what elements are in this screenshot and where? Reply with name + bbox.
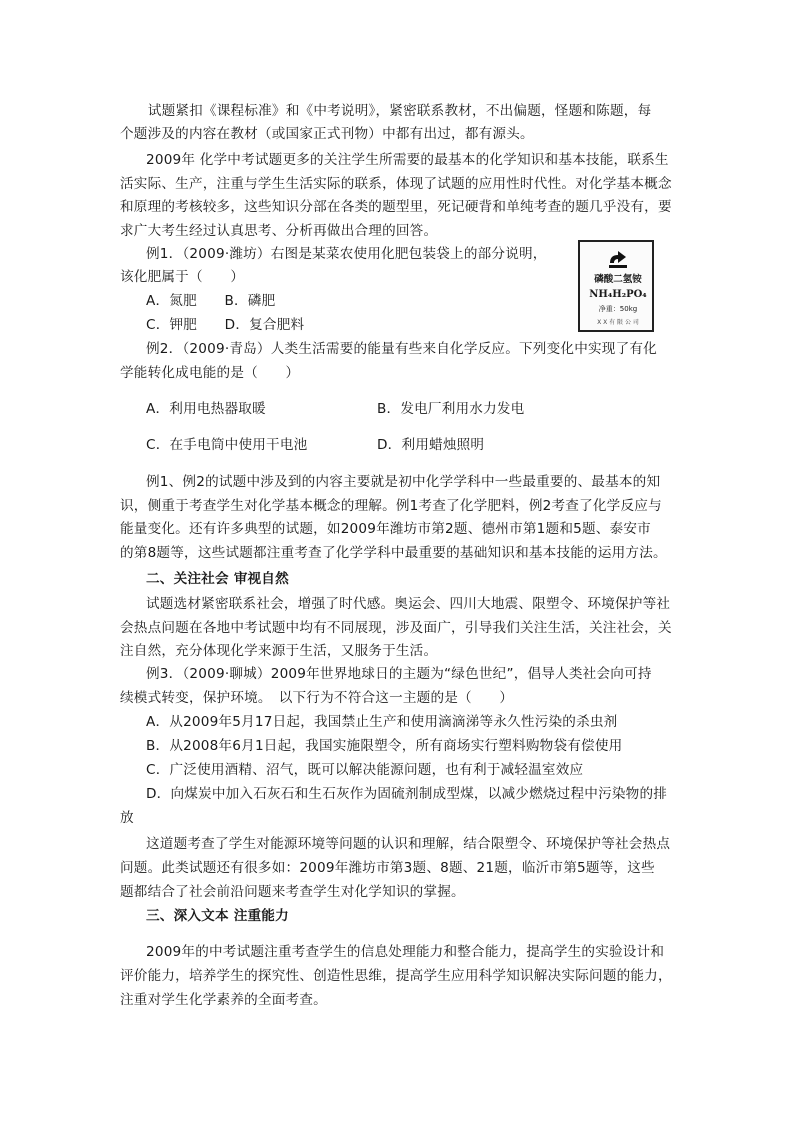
society-line-2: 会热点问题在各地中考试题中均有不同展现，涉及面广，引导我们关注生活，关注社会，关 (120, 620, 672, 636)
section-heading-2: 二、关注社会 审视自然 (146, 571, 289, 587)
comment-line-1: 这道题考查了学生对能源环境等问题的认识和理解，结合限塑令、环境保护等社会热点 (146, 836, 671, 852)
example-3-option-d-cont: 放 (120, 810, 134, 826)
example-1-options-cd: C．钾肥 D．复合肥料 (146, 317, 305, 333)
example-3-question: 例3．（2009·聊城）2009年世界地球日的主题为“绿色世纪”，倡导人类社会向可持 (146, 666, 652, 682)
section-heading-3: 三、深入文本 注重能力 (146, 908, 289, 924)
analysis-line-3: 能量变化。还有许多典型的试题，如2009年潍坊市第2题、德州市第1题和5题、泰安市 (120, 521, 651, 537)
example-1-question-cont: 该化肥属于（ ） (120, 269, 245, 285)
ability-line-2: 评价能力，培养学生的探究性、创造性思维，提高学生应用科学知识解决实际问题的能力， (120, 968, 672, 984)
analysis-line-2: 识，侧重于考查学生对化学基本概念的理解。例1考查了化学肥料，例2考查了化学反应与 (120, 498, 662, 514)
society-line-1: 试题选材紧密联系社会，增强了时代感。奥运会、四川大地震、限塑令、环境保护等社 (146, 596, 671, 612)
example-1-options-ab: A．氮肥 B．磷肥 (146, 293, 276, 309)
para-2009-line-3: 和原理的考核较多，这些知识分部在各类的题型里，死记硬背和单纯考查的题几乎没有，要 (120, 199, 672, 215)
example-2-option-d: D．利用蜡烛照明 (377, 437, 485, 453)
example-3-option-b: B．从2008年6月1日起，我国实施限塑令，所有商场实行塑料购物袋有偿使用 (146, 738, 623, 754)
para-2009-line-1: 2009年 化学中考试题更多的关注学生所需要的最基本的化学知识和基本技能，联系生 (146, 152, 669, 168)
figure-compound-name: 磷酸二氢铵 (594, 274, 642, 285)
arrow-icon (607, 250, 629, 270)
fertilizer-bag-figure (578, 240, 654, 332)
figure-formula: NH₄H₂PO₄ (589, 289, 647, 300)
ability-line-3: 注重对学生化学素养的全面考查。 (120, 992, 327, 1008)
comment-line-2: 问题。此类试题还有很多如：2009年潍坊市第3题、8题、21题，临沂市第5题等，这些 (120, 860, 655, 876)
para-2009-line-2: 活实际、生产，注重与学生生活实际的联系，体现了试题的应用性时代性。对化学基本概念 (120, 176, 672, 192)
example-3-option-c: C．广泛使用酒精、沼气，既可以解决能源问题，也有利于减轻温室效应 (146, 762, 584, 778)
figure-company: X X 有 限 公 司 (597, 319, 639, 326)
comment-line-3: 题都结合了社会前沿问题来考查学生对化学知识的掌握。 (120, 884, 465, 900)
example-2-option-c: C．在手电筒中使用干电池 (146, 437, 308, 453)
society-line-3: 注自然，充分体现化学来源于生活，又服务于生活。 (120, 643, 438, 659)
example-2-question-cont: 学能转化成电能的是（ ） (120, 365, 300, 381)
example-3-question-cont: 续模式转变，保护环境。 以下行为不符合这一主题的是（ ） (120, 690, 514, 706)
analysis-line-1: 例1、例2的试题中涉及到的内容主要就是初中化学学科中一些最重要的、最基本的知 (146, 474, 661, 490)
example-1-question: 例1．（2009·潍坊）右图是某菜农使用化肥包装袋上的部分说明， (146, 246, 547, 262)
figure-net-weight: 净重：50kg (598, 305, 638, 313)
analysis-line-4: 的第8题等，这些试题都注重考查了化学学科中最重要的基础知识和基本技能的运用方法。 (120, 545, 667, 561)
intro-line-1: 试题紧扣《课程标准》和《中考说明》，紧密联系教材，不出偏题，怪题和陈题，每 (134, 103, 652, 119)
example-2-option-a: A．利用电热器取暖 (146, 401, 266, 417)
intro-line-2: 个题涉及的内容在教材（或国家正式刊物）中都有出过，都有源头。 (120, 126, 534, 142)
example-2-option-b: B．发电厂利用水力发电 (377, 401, 525, 417)
example-3-option-a: A．从2009年5月17日起，我国禁止生产和使用滴滴涕等永久性污染的杀虫剂 (146, 714, 618, 730)
example-2-question: 例2．（2009·青岛）人类生活需要的能量有些来自化学反应。下列变化中实现了有化 (146, 341, 657, 357)
example-3-option-d: D．向煤炭中加入石灰石和生石灰作为固硫剂制成型煤，以减少燃烧过程中污染物的排 (146, 786, 668, 802)
ability-line-1: 2009年的中考试题注重考查学生的信息处理能力和整合能力，提高学生的实验设计和 (146, 944, 665, 960)
para-2009-line-4: 求广大考生经过认真思考、分析再做出合理的回答。 (120, 223, 438, 239)
